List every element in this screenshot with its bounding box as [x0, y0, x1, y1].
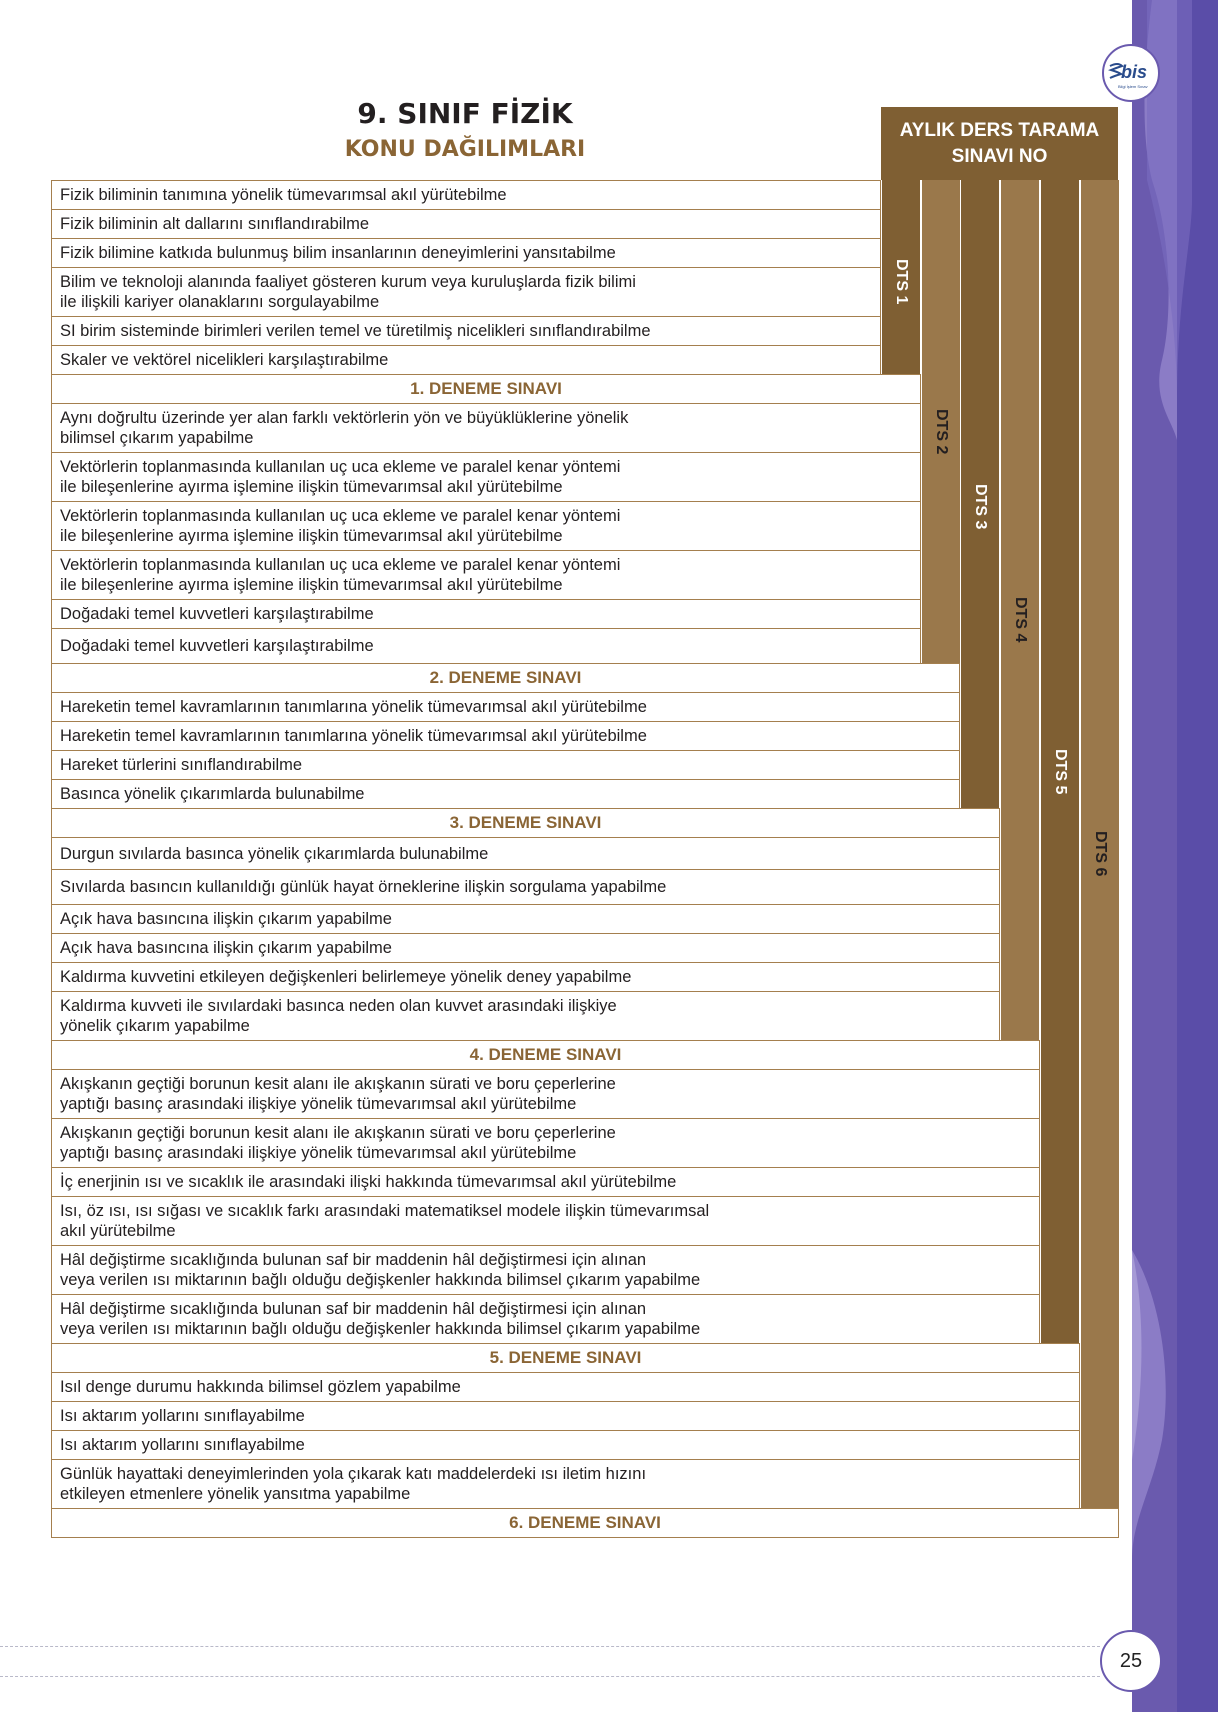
topic-text: SI birim sisteminde birimleri verilen temel ve türetilmiş nicelikleri sınıflandırabilme	[60, 322, 651, 340]
dts-bar-label: DTS 5	[1052, 749, 1069, 795]
topic-row	[51, 599, 921, 629]
dts-bar-label: DTS 2	[933, 409, 950, 455]
topic-text: Bilim ve teknoloji alanında faaliyet gösteren kurum veya kuruluşlarda fizik bilimi ile ilişkili kariyer olanaklarını sorgulayabilme	[60, 273, 636, 311]
topic-row	[51, 837, 1000, 870]
topic-row	[51, 750, 960, 780]
topic-row	[51, 1459, 1080, 1509]
topic-row	[51, 1167, 1040, 1197]
topic-text: Kaldırma kuvvetini etkileyen değişkenleri belirlemeye yönelik deney yapabilme	[60, 968, 632, 986]
topic-text: Skaler ve vektörel nicelikleri karşılaştırabilme	[60, 351, 389, 369]
exam-section-row	[51, 374, 921, 404]
topic-text: Sıvılarda basıncın kullanıldığı günlük hayat örneklerine ilişkin sorgulama yapabilme	[60, 878, 667, 896]
topic-text: Isı aktarım yollarını sınıflayabilme	[60, 1436, 305, 1454]
topic-row	[51, 550, 921, 600]
topic-row	[51, 1196, 1040, 1246]
topic-text: Akışkanın geçtiği borunun kesit alanı ile akışkanın sürati ve boru çeperlerine yaptığı basınç arasındaki ilişkiye yönelik tümevarımsal akıl yürütebilme	[60, 1124, 616, 1162]
topic-row	[51, 345, 881, 375]
topic-row	[51, 991, 1000, 1041]
exam-number-header	[881, 107, 1118, 180]
page-subtitle: KONU DAĞILIMLARI	[344, 137, 586, 162]
topic-text: Doğadaki temel kuvvetleri karşılaştırabilme	[60, 637, 374, 655]
page-number: 25	[1119, 1650, 1143, 1672]
topic-row	[51, 1294, 1040, 1344]
topic-row	[51, 1430, 1080, 1460]
exam-section-row	[51, 808, 1000, 838]
dts-bar-label: DTS 3	[972, 484, 989, 530]
topic-row	[51, 628, 921, 664]
topic-text: Fizik biliminin tanımına yönelik tümevarımsal akıl yürütebilme	[60, 186, 507, 204]
exam-section-label: 5. DENEME SINAVI	[489, 1348, 642, 1367]
footer-dash-line	[0, 1646, 1100, 1647]
page-title: 9. SINIF FİZİK	[357, 97, 573, 130]
topic-row	[51, 692, 960, 722]
topic-text: Durgun sıvılarda basınca yönelik çıkarımlarda bulunabilme	[60, 844, 489, 863]
topic-text: Hâl değiştirme sıcaklığında bulunan saf bir maddenin hâl değiştirmesi için alınan veya verilen ısı miktarının bağlı olduğu değişkenler hakkında bilimsel çıkarım yapabilme	[60, 1300, 701, 1338]
topic-text: Fizik bilimine katkıda bulunmuş bilim insanlarının deneyimlerini yansıtabilme	[60, 244, 616, 262]
topic-text: Günlük hayattaki deneyimlerinden yola çıkarak katı maddelerdeki ısı iletim hızını etkileyen etmenlere yönelik yansıtma yapabilme	[60, 1465, 647, 1503]
topic-text: Hâl değiştirme sıcaklığında bulunan saf bir maddenin hâl değiştirmesi için alınan veya verilen ısı miktarının bağlı olduğu değişkenler hakkında bilimsel çıkarım yapabilme	[60, 1251, 701, 1289]
topic-row	[51, 180, 881, 210]
topic-row	[51, 316, 881, 346]
topic-text: Açık hava basıncına ilişkin çıkarım yapabilme	[60, 910, 392, 928]
topic-row	[51, 933, 1000, 963]
topic-text: Isı, öz ısı, ısı sığası ve sıcaklık farkı arasındaki matematiksel modele ilişkin tümevarımsal akıl yürütebilme	[60, 1202, 710, 1240]
topic-text: Vektörlerin toplanmasında kullanılan uç uca ekleme ve paralel kenar yöntemi ile bileşenlerine ayırma işlemine ilişkin tümevarımsal akıl yürütebilme	[60, 507, 621, 545]
exam-section-row	[51, 1508, 1119, 1538]
topic-text: Hareket türlerini sınıflandırabilme	[60, 756, 303, 774]
topic-row	[51, 869, 1000, 905]
topic-text: Isı aktarım yollarını sınıflayabilme	[60, 1407, 305, 1425]
exam-section-label: 2. DENEME SINAVI	[429, 668, 582, 687]
topic-row	[51, 1069, 1040, 1119]
logo-text: bis	[1121, 62, 1148, 82]
topic-row	[51, 721, 960, 751]
topic-row	[51, 267, 881, 317]
dts-bar-label: DTS 1	[893, 259, 910, 305]
topic-row	[51, 904, 1000, 934]
topic-text: Basınca yönelik çıkarımlarda bulunabilme	[60, 785, 365, 803]
topic-text: Isıl denge durumu hakkında bilimsel gözlem yapabilme	[60, 1378, 461, 1396]
topic-text: Doğadaki temel kuvvetleri karşılaştırabilme	[60, 605, 374, 623]
topic-text: Vektörlerin toplanmasında kullanılan uç uca ekleme ve paralel kenar yöntemi ile bileşenlerine ayırma işlemine ilişkin tümevarımsal akıl yürütebilme	[60, 458, 621, 496]
topic-text: Vektörlerin toplanmasında kullanılan uç uca ekleme ve paralel kenar yöntemi ile bileşenlerine ayırma işlemine ilişkin tümevarımsal akıl yürütebilme	[60, 556, 621, 594]
exam-section-label: 1. DENEME SINAVI	[410, 379, 562, 398]
dts-bar-label: DTS 4	[1012, 597, 1029, 643]
side-wave-decoration	[1132, 0, 1192, 1712]
exam-section-label: 3. DENEME SINAVI	[449, 813, 602, 832]
topic-text: İç enerjinin ısı ve sıcaklık ile arasındaki ilişki hakkında tümevarımsal akıl yürütebilme	[60, 1173, 677, 1191]
topic-row	[51, 209, 881, 239]
topic-text: Aynı doğrultu üzerinde yer alan farklı vektörlerin yön ve büyüklüklerine yönelik bilimsel çıkarım yapabilme	[60, 409, 629, 447]
topic-text: Akışkanın geçtiği borunun kesit alanı ile akışkanın sürati ve boru çeperlerine yaptığı basınç arasındaki ilişkiye yönelik tümevarımsal akıl yürütebilme	[60, 1075, 616, 1113]
topic-text: Hareketin temel kavramlarının tanımlarına yönelik tümevarımsal akıl yürütebilme	[60, 727, 647, 745]
topic-text: Hareketin temel kavramlarının tanımlarına yönelik tümevarımsal akıl yürütebilme	[60, 698, 647, 716]
exam-section-label: 6. DENEME SINAVI	[509, 1513, 661, 1532]
exam-number-header-text: AYLIK DERS TARAMA SINAVI NO	[899, 119, 1100, 167]
exam-section-row	[51, 1040, 1040, 1070]
exam-section-row	[51, 663, 960, 693]
topic-row	[51, 1401, 1080, 1431]
dts-bar-label: DTS 6	[1092, 831, 1109, 877]
topic-text: Kaldırma kuvveti ile sıvılardaki basınca neden olan kuvvet arasındaki ilişkiye yönelik çıkarım yapabilme	[60, 997, 617, 1035]
topic-row	[51, 1245, 1040, 1295]
exam-section-label: 4. DENEME SINAVI	[469, 1045, 622, 1064]
topic-row	[51, 1372, 1080, 1402]
topic-row	[51, 452, 921, 502]
topic-row	[51, 779, 960, 809]
topic-text: Fizik biliminin alt dallarını sınıflandırabilme	[60, 215, 370, 233]
topic-text: Açık hava basıncına ilişkin çıkarım yapabilme	[60, 939, 392, 957]
topic-row	[51, 1118, 1040, 1168]
exam-section-row	[51, 1343, 1080, 1373]
logo-subtext: Bilgi İşlem Sınav	[1118, 84, 1148, 89]
topic-row	[51, 501, 921, 551]
topic-row	[51, 403, 921, 453]
topic-row	[51, 962, 1000, 992]
footer-dash-line	[0, 1676, 1100, 1677]
topic-row	[51, 238, 881, 268]
